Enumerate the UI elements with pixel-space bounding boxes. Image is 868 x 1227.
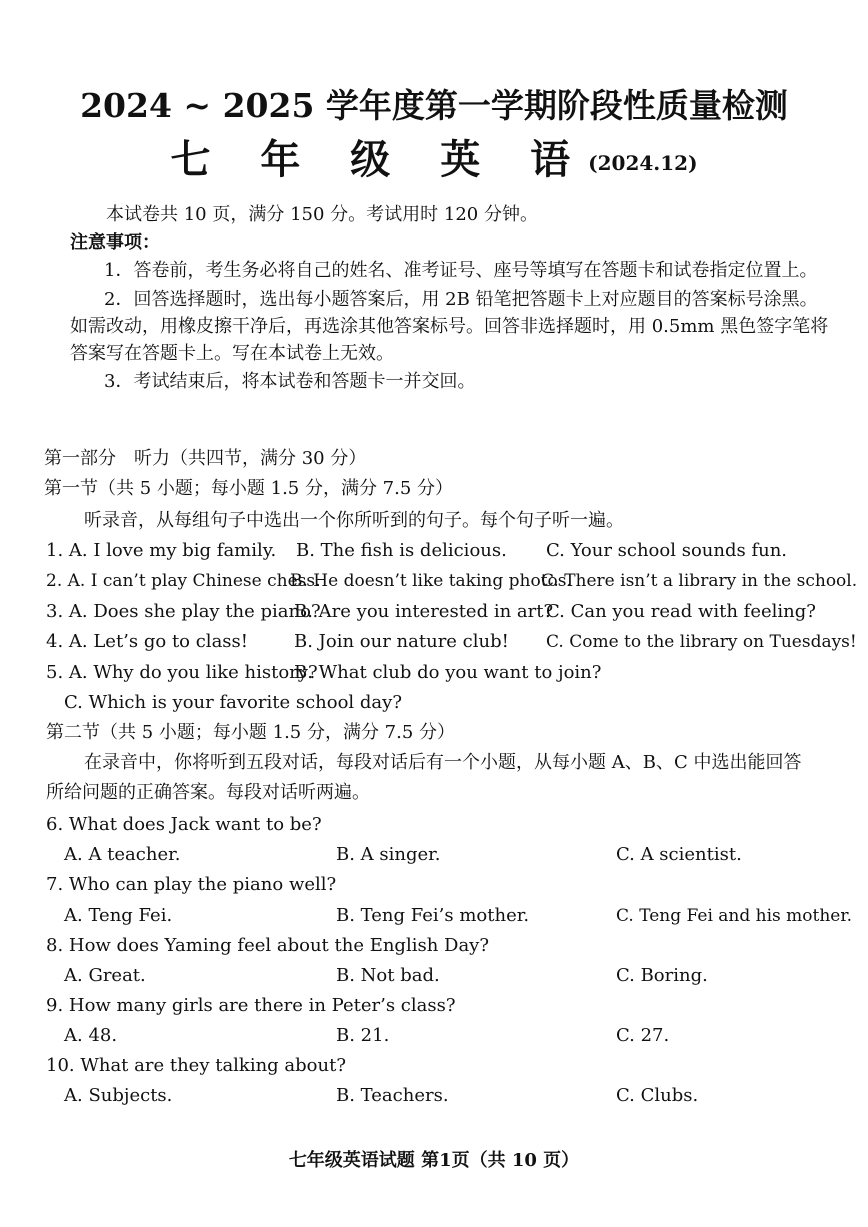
- q10-option-c: C. Clubs.: [616, 1085, 699, 1106]
- q3-option-a: 3. A. Does she play the piano?: [46, 601, 321, 622]
- q3-option-b: B. Are you interested in art?: [294, 601, 554, 622]
- q9-option-a: A. 48.: [64, 1025, 118, 1046]
- q9-option-b: B. 21.: [336, 1025, 390, 1046]
- section1-heading: 第一节（共 5 小题；每小题 1.5 分，满分 7.5 分）: [44, 478, 454, 499]
- q4-option-a: 4. A. Let’s go to class!: [46, 631, 249, 652]
- q7-stem: 7. Who can play the piano well?: [46, 874, 337, 895]
- q1-option-c: C. Your school sounds fun.: [546, 540, 788, 561]
- subject-name: 七 年 级 英 语: [170, 136, 589, 183]
- subject-title: [0, 128, 868, 185]
- page-footer: 七年级英语试题 第1页（共 10 页）: [288, 1150, 580, 1171]
- section2-heading: 第二节（共 5 小题；每小题 1.5 分，满分 7.5 分）: [46, 722, 456, 743]
- section2-instruction-line-2: 所给问题的正确答案。每段对话听两遍。: [46, 782, 370, 803]
- q6-option-a: A. A teacher.: [64, 844, 181, 865]
- q8-option-a: A. Great.: [64, 965, 146, 986]
- q8-option-c: C. Boring.: [616, 965, 708, 986]
- note-2-line-3: 答案写在答题卡上。写在本试卷上无效。: [70, 343, 394, 364]
- exam-title: 2024 ~ 2025 学年度第一学期阶段性质量检测: [80, 86, 788, 125]
- q5-option-c: C. Which is your favorite school day?: [64, 692, 402, 713]
- q10-option-b: B. Teachers.: [336, 1085, 449, 1106]
- note-3: 3．考试结束后，将本试卷和答题卡一并交回。: [104, 371, 476, 392]
- q6-option-c: C. A scientist.: [616, 844, 742, 865]
- section1-instruction: 听录音，从每组句子中选出一个你所听到的句子。每个句子听一遍。: [84, 510, 624, 531]
- q9-option-c: C. 27.: [616, 1025, 670, 1046]
- q1-option-b: B. The fish is delicious.: [296, 540, 507, 561]
- note-2-line-2: 如需改动，用橡皮擦干净后，再选涂其他答案标号。回答非选择题时，用 0.5mm 黑色签字笔将: [70, 316, 829, 337]
- q6-option-b: B. A singer.: [336, 844, 441, 865]
- q4-option-c: C. Come to the library on Tuesdays!: [546, 632, 857, 652]
- exam-summary: 本试卷共 10 页，满分 150 分。考试用时 120 分钟。: [106, 204, 538, 225]
- q9-stem: 9. How many girls are there in Peter’s class?: [46, 995, 456, 1016]
- q2-option-c: C. There isn’t a library in the school.: [541, 571, 858, 591]
- q1-option-a: 1. A. I love my big family.: [46, 540, 277, 561]
- section2-instruction-line-1: 在录音中，你将听到五段对话，每段对话后有一个小题，从每小题 A、B、C 中选出能回答: [84, 752, 802, 773]
- q7-option-a: A. Teng Fei.: [64, 905, 173, 926]
- note-2-line-1: 2．回答选择题时，选出每小题答案后，用 2B 铅笔把答题卡上对应题目的答案标号涂黑。: [104, 289, 818, 310]
- q4-option-b: B. Join our nature club!: [294, 631, 509, 652]
- q5-option-a: 5. A. Why do you like history?: [46, 662, 318, 683]
- exam-date: (2024.12): [588, 151, 698, 175]
- q8-option-b: B. Not bad.: [336, 965, 440, 986]
- q5-option-b: B. What club do you want to join?: [294, 662, 602, 683]
- q6-stem: 6. What does Jack want to be?: [46, 814, 322, 835]
- q7-option-c: C. Teng Fei and his mother.: [616, 906, 853, 926]
- q10-option-a: A. Subjects.: [64, 1085, 173, 1106]
- part1-heading: 第一部分 听力（共四节，满分 30 分）: [44, 448, 367, 469]
- q3-option-c: C. Can you read with feeling?: [546, 601, 816, 622]
- note-1: 1．答卷前，考生务必将自己的姓名、准考证号、座号等填写在答题卡和试卷指定位置上。: [104, 260, 818, 281]
- q2-option-a: 2. A. I can’t play Chinese chess.: [46, 571, 321, 591]
- q7-option-b: B. Teng Fei’s mother.: [336, 905, 530, 926]
- q8-stem: 8. How does Yaming feel about the English Day?: [46, 935, 489, 956]
- q10-stem: 10. What are they talking about?: [46, 1055, 346, 1076]
- notes-heading: 注意事项：: [70, 232, 160, 253]
- q2-option-b: B. He doesn’t like taking photos.: [290, 571, 572, 591]
